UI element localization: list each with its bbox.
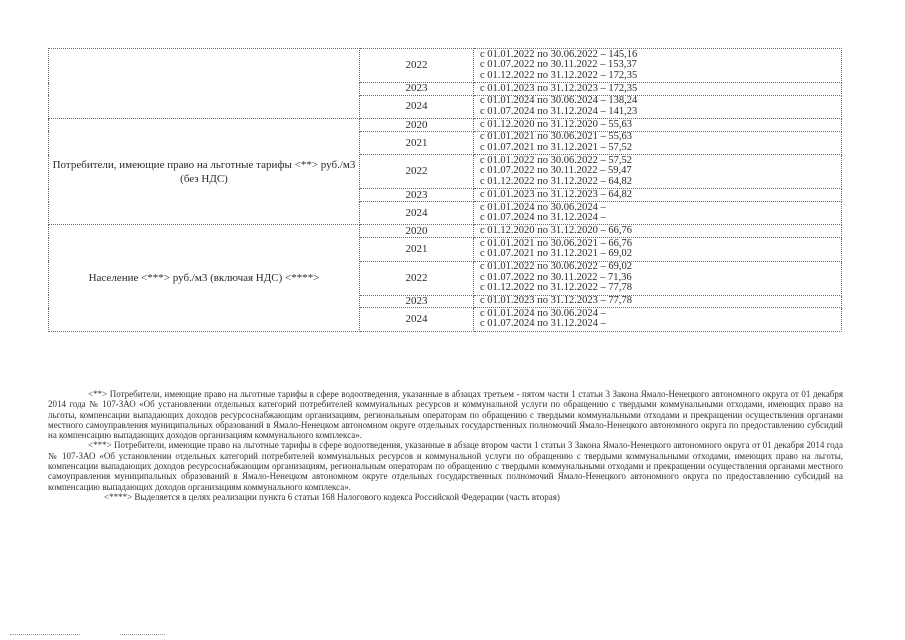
- tariff-periods: [474, 308, 842, 331]
- tariff-period-line: с 01.01.2024 по 30.06.2024 –: [480, 307, 606, 319]
- tariff-period-line: с 01.07.2024 по 31.12.2024 – 141,23: [480, 105, 638, 117]
- tariff-periods: [474, 131, 842, 154]
- tariff-period-line: с 01.07.2024 по 31.12.2024 –: [480, 318, 606, 330]
- year-cell: 2020: [360, 119, 474, 132]
- tariff-period-line: с 01.12.2020 по 31.12.2020 – 66,76: [480, 224, 633, 236]
- tariff-row: [49, 119, 842, 132]
- tariff-periods: [474, 225, 842, 238]
- tariff-period-line: с 01.07.2022 по 30.11.2022 – 153,37: [480, 59, 637, 71]
- tariff-period-line: с 01.01.2022 по 30.06.2022 – 145,16: [480, 48, 638, 60]
- year-cell: 2020: [360, 225, 474, 238]
- footnotes: [48, 389, 843, 502]
- tariff-period-line: с 01.01.2023 по 31.12.2023 – 77,78: [480, 295, 633, 307]
- tariff-row: [49, 49, 842, 83]
- year-cell: 2022: [360, 49, 474, 83]
- year-cell: 2023: [360, 83, 474, 96]
- tariff-periods: [474, 261, 842, 295]
- tariff-periods: [474, 95, 842, 118]
- tariff-period-line: с 01.07.2024 по 31.12.2024 –: [480, 212, 606, 224]
- tariff-periods: [474, 295, 842, 308]
- tariff-period-line: с 01.01.2024 по 30.06.2024 – 138,24: [480, 95, 638, 107]
- tariff-period-line: с 01.07.2022 по 30.11.2022 – 71,36: [480, 271, 632, 283]
- consumer-category: [49, 49, 360, 119]
- tariff-period-line: с 01.01.2023 по 31.12.2023 – 64,82: [480, 188, 633, 200]
- tariff-period-line: с 01.01.2021 по 30.06.2021 – 55,63: [480, 131, 633, 143]
- year-cell: 2024: [360, 308, 474, 331]
- footnote-2: <**> Потребители, имеющие право на льготные тарифы в сфере водоотведения, указанные в абзацах третьем - пятом части 1 статьи 3 Закона Ямало-Ненецкого автономного округа от 01 декабря 2014 года № 107-ЗАО «Об установлении отдельных категорий потребителей коммунальных ресурсов и коммунальной услуги по обращению с твердыми коммунальными отходами, имеющих право на льготы, компенсации выпадающих доходов ресурсоснабжающим организациям, региональным операторам по обращению с твердыми коммунальными отходами и прекращении осуществления органами местного самоуправления муниципальных образований в Ямало-Ненецком автономном округе отдельных государственных полномочий Ямало-Ненецкого автономного округа по предоставлению субсидий на компенсацию выпадающих доходов организациям коммунального комплекса».: [48, 389, 843, 441]
- tariff-periods: [474, 83, 842, 96]
- consumer-category: Потребители, имеющие право на льготные тарифы <**> руб./м3 (без НДС): [49, 119, 360, 225]
- footnote-3: <***> Потребители, имеющие право на льготные тарифы в сфере водоотведения, указанные в абзаце втором части 1 статьи 3 Закона Ямало-Ненецкого автономного округа от 01 декабря 2014 года № 107-ЗАО «Об установлении отдельных категорий потребителей коммунальных ресурсов и коммунальной услуги по обращению с твердыми коммунальными отходами, имеющих право на льготы, компенсации выпадающих доходов ресурсоснабжающим организациям, региональным операторам по обращению с твердыми коммунальными отходами и прекращении осуществления органами местного самоуправления муниципальных образований в Ямало-Ненецком автономном округе отдельных государственных полномочий Ямало-Ненецкого автономного округа по предоставлению субсидий на компенсацию выпадающих доходов организациям коммунального комплекса».: [48, 440, 843, 492]
- tariff-periods: [474, 238, 842, 261]
- tariff-period-line: с 01.01.2022 по 30.06.2022 – 69,02: [480, 261, 633, 273]
- tariff-periods: [474, 119, 842, 132]
- tariff-period-line: с 01.01.2022 по 30.06.2022 – 57,52: [480, 154, 633, 166]
- tariff-period-line: с 01.01.2024 по 30.06.2024 –: [480, 201, 606, 213]
- footnote-4: <****> Выделяется в целях реализации пункта 6 статьи 168 Налогового кодекса Российской Федерации (часть вторая): [104, 491, 560, 502]
- tariff-periods: [474, 202, 842, 225]
- year-cell: 2022: [360, 155, 474, 189]
- tariff-period-line: с 01.12.2022 по 31.12.2022 – 64,82: [480, 176, 633, 188]
- year-cell: 2021: [360, 131, 474, 154]
- tariff-period-line: с 01.07.2021 по 31.12.2021 – 69,02: [480, 248, 633, 260]
- year-cell: 2023: [360, 189, 474, 202]
- consumer-category: Население <***> руб./м3 (включая НДС) <****>: [49, 225, 360, 331]
- year-cell: 2022: [360, 261, 474, 295]
- year-cell: 2024: [360, 95, 474, 118]
- year-cell: 2024: [360, 202, 474, 225]
- tariff-periods: [474, 189, 842, 202]
- tariff-period-line: с 01.01.2023 по 31.12.2023 – 172,35: [480, 82, 638, 94]
- tariff-periods: [474, 155, 842, 189]
- tariff-period-line: с 01.07.2021 по 31.12.2021 – 57,52: [480, 142, 633, 154]
- tariff-period-line: с 01.07.2022 по 30.11.2022 – 59,47: [480, 165, 632, 177]
- tariff-period-line: с 01.01.2021 по 30.06.2021 – 66,76: [480, 237, 633, 249]
- tariff-period-line: с 01.12.2022 по 31.12.2022 – 77,78: [480, 282, 633, 294]
- year-cell: 2023: [360, 295, 474, 308]
- tariff-period-line: с 01.12.2022 по 31.12.2022 – 172,35: [480, 69, 638, 81]
- tariff-table: [48, 48, 842, 332]
- tariff-periods: [474, 49, 842, 83]
- tariff-period-line: с 01.12.2020 по 31.12.2020 – 55,63: [480, 118, 633, 130]
- tariff-row: [49, 225, 842, 238]
- year-cell: 2021: [360, 238, 474, 261]
- scan-edge-marks: [0, 630, 905, 638]
